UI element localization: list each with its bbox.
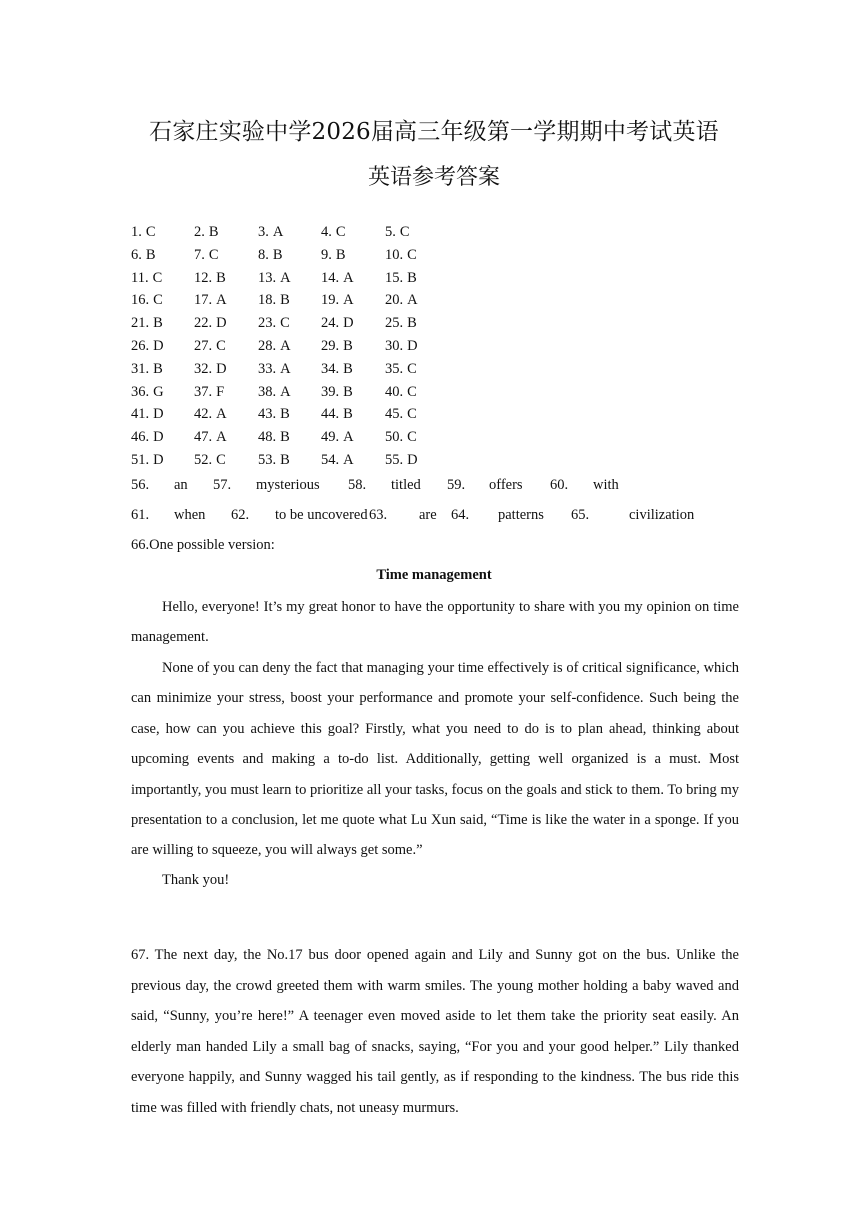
- question-number: 1.: [131, 224, 142, 240]
- answer-item: [194, 267, 226, 290]
- answer-item: [194, 381, 224, 404]
- answer-letter: B: [272, 246, 283, 263]
- question-number: 48.: [258, 429, 277, 446]
- answer-item: [131, 403, 164, 426]
- question-number: 53.: [258, 451, 277, 468]
- question-number: 36.: [131, 383, 150, 400]
- answer-letter: A: [280, 383, 291, 400]
- answer-item: [321, 449, 354, 472]
- question-number: 37.: [194, 383, 213, 400]
- answer-word: to be uncovered: [275, 507, 368, 523]
- question-number: 54.: [321, 451, 340, 468]
- question-number: 9.: [321, 246, 332, 263]
- page-subtitle: 英语参考答案: [367, 165, 500, 190]
- answer-item: [194, 289, 227, 312]
- answer-row: [131, 221, 491, 244]
- answer-letter: C: [407, 246, 417, 263]
- answer-row: [131, 449, 491, 472]
- answer-letter: A: [407, 292, 418, 309]
- question-number: 47.: [194, 429, 213, 446]
- answer-item: [385, 289, 418, 312]
- page-title: 石家庄实验中学2026届高三年级第一学期期中考试英语: [149, 119, 719, 145]
- answer-letter: A: [216, 292, 227, 309]
- answer-row: [131, 267, 491, 290]
- answer-item: [258, 403, 290, 426]
- answer-item: [321, 244, 346, 267]
- multiple-choice-answers: [131, 221, 491, 472]
- answer-item: [385, 358, 417, 381]
- answer-item: [258, 267, 291, 290]
- answer-letter: B: [343, 337, 353, 354]
- writing-label: 66.One possible version:: [131, 537, 275, 553]
- question-number: 8.: [258, 246, 269, 263]
- answer-word: civilization: [629, 507, 695, 523]
- answer-letter: B: [280, 406, 290, 423]
- question-number: 11.: [131, 269, 149, 286]
- answer-item: [194, 221, 219, 244]
- answer-item: [385, 267, 417, 290]
- answer-letter: F: [216, 383, 225, 400]
- answer-item: [385, 403, 417, 426]
- question-number: 57.: [213, 477, 232, 493]
- question-number: 29.: [321, 337, 340, 354]
- question-number: 5.: [385, 224, 396, 240]
- answer-row: [131, 426, 491, 449]
- answer-letter: B: [407, 315, 417, 332]
- answer-letter: B: [335, 246, 346, 263]
- answer-letter: A: [216, 406, 227, 423]
- answer-letter: G: [153, 383, 164, 400]
- answer-letter: C: [216, 451, 226, 468]
- answer-letter: D: [216, 360, 227, 377]
- question-number: 26.: [131, 337, 150, 354]
- answer-item: [131, 335, 164, 358]
- answer-item: [385, 449, 418, 472]
- question-number: 2.: [194, 224, 205, 240]
- answer-letter: D: [153, 337, 164, 354]
- answer-letter: B: [208, 224, 219, 240]
- continuation-writing: [131, 940, 739, 1124]
- answer-item: [321, 221, 346, 244]
- answer-letter: C: [407, 406, 417, 423]
- continuation-text: 67. The next day, the No.17 bus door opened again and Lily and Sunny got on the bus. Unlike the previous day, the crowd greeted them with warm smiles. The young mother holding a baby waved and said, “Sunny, you’re here!” A teenager even moved aside to let them take the priority seat easily. An elderly man handed Lily a small bag of snacks, saying, “For you and your good helper.” Lily thanked everyone happily, and Sunny wagged his tail gently, as if responding to the kindness. The bus ride this time was filled with friendly chats, not uneasy murmurs.: [131, 947, 739, 1116]
- question-number: 23.: [258, 315, 277, 332]
- question-number: 62.: [231, 507, 250, 523]
- answer-letter: D: [153, 451, 164, 468]
- answer-item: [258, 289, 290, 312]
- answer-row: [131, 289, 491, 312]
- question-number: 18.: [258, 292, 277, 309]
- question-number: 42.: [194, 406, 213, 423]
- answer-row: [131, 312, 491, 335]
- answer-letter: A: [343, 292, 354, 309]
- question-number: 15.: [385, 269, 404, 286]
- answer-word: patterns: [498, 507, 544, 523]
- answer-letter: B: [343, 406, 353, 423]
- question-number: 43.: [258, 406, 277, 423]
- question-number: 17.: [194, 292, 213, 309]
- question-number: 32.: [194, 360, 213, 377]
- answer-letter: B: [407, 269, 417, 286]
- answer-item: [131, 244, 156, 267]
- essay-paragraph-2: [131, 653, 739, 866]
- answer-letter: A: [272, 224, 284, 240]
- answer-letter: A: [343, 269, 354, 286]
- answer-item: [194, 335, 226, 358]
- answer-item: [321, 358, 353, 381]
- answer-letter: C: [280, 315, 290, 332]
- answer-item: [258, 426, 290, 449]
- question-number: 58.: [348, 477, 367, 493]
- question-number: 7.: [194, 246, 205, 263]
- answer-item: [131, 381, 164, 404]
- answer-word: with: [593, 477, 619, 493]
- answer-letter: D: [153, 429, 164, 446]
- answer-row: [131, 403, 491, 426]
- answer-item: [131, 426, 164, 449]
- question-number: 51.: [131, 451, 150, 468]
- answer-item: [131, 449, 164, 472]
- answer-letter: D: [407, 451, 418, 468]
- question-number: 45.: [385, 406, 404, 423]
- answer-item: [321, 289, 354, 312]
- answer-letter: D: [343, 315, 354, 332]
- answer-letter: C: [399, 224, 410, 240]
- answer-item: [321, 381, 353, 404]
- answer-letter: D: [153, 406, 164, 423]
- answer-item: [321, 335, 353, 358]
- question-number: 30.: [385, 337, 404, 354]
- question-number: 46.: [131, 429, 150, 446]
- answer-letter: A: [280, 360, 291, 377]
- answer-letter: D: [216, 315, 227, 332]
- answer-letter: B: [280, 292, 290, 309]
- question-number: 19.: [321, 292, 340, 309]
- question-number: 10.: [385, 246, 404, 263]
- answer-letter: A: [343, 429, 354, 446]
- question-number: 40.: [385, 383, 404, 400]
- essay-paragraph-text: None of you can deny the fact that managing your time effectively is of critical significance, which can minimize your stress, boost your performance and promote your self-confidence. Such being the case, how can you achieve this goal? Firstly, what you need to do is to plan ahead, thinking about upcoming events and making a to-do list. Additionally, getting well organized is a must. Most importantly, you must learn to prioritize all your tasks, focus on the goals and stick to them. To bring my presentation to a conclusion, let me quote what Lu Xun said, “Time is like the water in a sponge. If you are willing to squeeze, you will always get some.”: [131, 660, 739, 859]
- question-number: 28.: [258, 337, 277, 354]
- answer-item: [258, 335, 291, 358]
- question-number: 56.: [131, 477, 150, 493]
- answer-item: [131, 289, 163, 312]
- answer-row: [131, 244, 491, 267]
- answer-row: [131, 358, 491, 381]
- answer-item: [131, 312, 163, 335]
- answer-item: [194, 244, 219, 267]
- question-number: 13.: [258, 269, 277, 286]
- answer-item: [321, 426, 354, 449]
- answer-letter: D: [407, 337, 418, 354]
- answer-item: [385, 244, 417, 267]
- question-number: 33.: [258, 360, 277, 377]
- essay-paragraph-1: [131, 592, 739, 653]
- answer-letter: A: [343, 451, 354, 468]
- answer-item: [385, 335, 418, 358]
- question-number: 52.: [194, 451, 213, 468]
- question-number: 38.: [258, 383, 277, 400]
- answer-item: [321, 403, 353, 426]
- answer-item: [258, 244, 283, 267]
- question-number: 6.: [131, 246, 142, 263]
- answer-letter: C: [145, 224, 156, 240]
- answer-item: [385, 221, 410, 244]
- essay-title: Time management: [376, 567, 492, 583]
- answer-item: [321, 267, 354, 290]
- answer-letter: C: [335, 224, 346, 240]
- answer-letter: B: [280, 451, 290, 468]
- question-number: 22.: [194, 315, 213, 332]
- answer-letter: B: [280, 429, 290, 446]
- answer-item: [194, 426, 227, 449]
- answer-letter: C: [153, 292, 163, 309]
- answer-item: [194, 358, 227, 381]
- answer-row: [131, 335, 491, 358]
- answer-letter: C: [152, 269, 163, 286]
- answer-word: offers: [489, 477, 523, 493]
- answer-item: [194, 449, 226, 472]
- question-number: 55.: [385, 451, 404, 468]
- answer-letter: C: [208, 246, 219, 263]
- answer-item: [258, 221, 283, 244]
- answer-item: [194, 312, 227, 335]
- answer-letter: A: [216, 429, 227, 446]
- answer-word: an: [174, 477, 188, 493]
- answer-letter: B: [343, 360, 353, 377]
- answer-row: [131, 381, 491, 404]
- question-number: 50.: [385, 429, 404, 446]
- question-number: 27.: [194, 337, 213, 354]
- answer-letter: A: [280, 269, 291, 286]
- answer-item: [385, 426, 417, 449]
- question-number: 35.: [385, 360, 404, 377]
- question-number: 61.: [131, 507, 150, 523]
- answer-letter: C: [407, 360, 417, 377]
- answer-item: [258, 381, 291, 404]
- question-number: 65.: [571, 507, 590, 523]
- answer-letter: B: [216, 269, 226, 286]
- answer-item: [258, 358, 291, 381]
- answer-letter: B: [145, 246, 156, 263]
- answer-word: mysterious: [256, 477, 320, 493]
- question-number: 49.: [321, 429, 340, 446]
- answer-letter: C: [407, 383, 417, 400]
- question-number: 63.: [369, 507, 388, 523]
- answer-item: [385, 312, 417, 335]
- answer-letter: C: [216, 337, 226, 354]
- question-number: 14.: [321, 269, 340, 286]
- answer-item: [258, 312, 290, 335]
- answer-item: [131, 267, 162, 290]
- answer-item: [131, 358, 163, 381]
- answer-letter: B: [153, 360, 163, 377]
- question-number: 34.: [321, 360, 340, 377]
- question-number: 64.: [451, 507, 470, 523]
- question-number: 3.: [258, 224, 269, 240]
- question-number: 21.: [131, 315, 150, 332]
- answer-item: [194, 403, 227, 426]
- question-number: 59.: [447, 477, 466, 493]
- question-number: 25.: [385, 315, 404, 332]
- question-number: 24.: [321, 315, 340, 332]
- question-number: 60.: [550, 477, 569, 493]
- answer-letter: B: [343, 383, 353, 400]
- question-number: 12.: [194, 269, 213, 286]
- answer-letter: C: [407, 429, 417, 446]
- answer-item: [321, 312, 354, 335]
- answer-word: titled: [391, 477, 421, 493]
- essay-paragraph-3: [131, 865, 739, 895]
- answer-letter: B: [153, 315, 163, 332]
- answer-word: when: [174, 507, 206, 523]
- answer-letter: A: [280, 337, 291, 354]
- question-number: 39.: [321, 383, 340, 400]
- answer-item: [258, 449, 290, 472]
- question-number: 20.: [385, 292, 404, 309]
- answer-item: [131, 221, 156, 244]
- question-number: 44.: [321, 406, 340, 423]
- question-number: 16.: [131, 292, 150, 309]
- answer-item: [385, 381, 417, 404]
- answer-word: are: [419, 507, 437, 523]
- question-number: 4.: [321, 224, 332, 240]
- question-number: 31.: [131, 360, 150, 377]
- essay-paragraph-text: Thank you!: [162, 872, 230, 888]
- question-number: 41.: [131, 406, 150, 423]
- essay-paragraph-text: Hello, everyone! It’s my great honor to have the opportunity to share with you my opinion on time management.: [131, 599, 739, 646]
